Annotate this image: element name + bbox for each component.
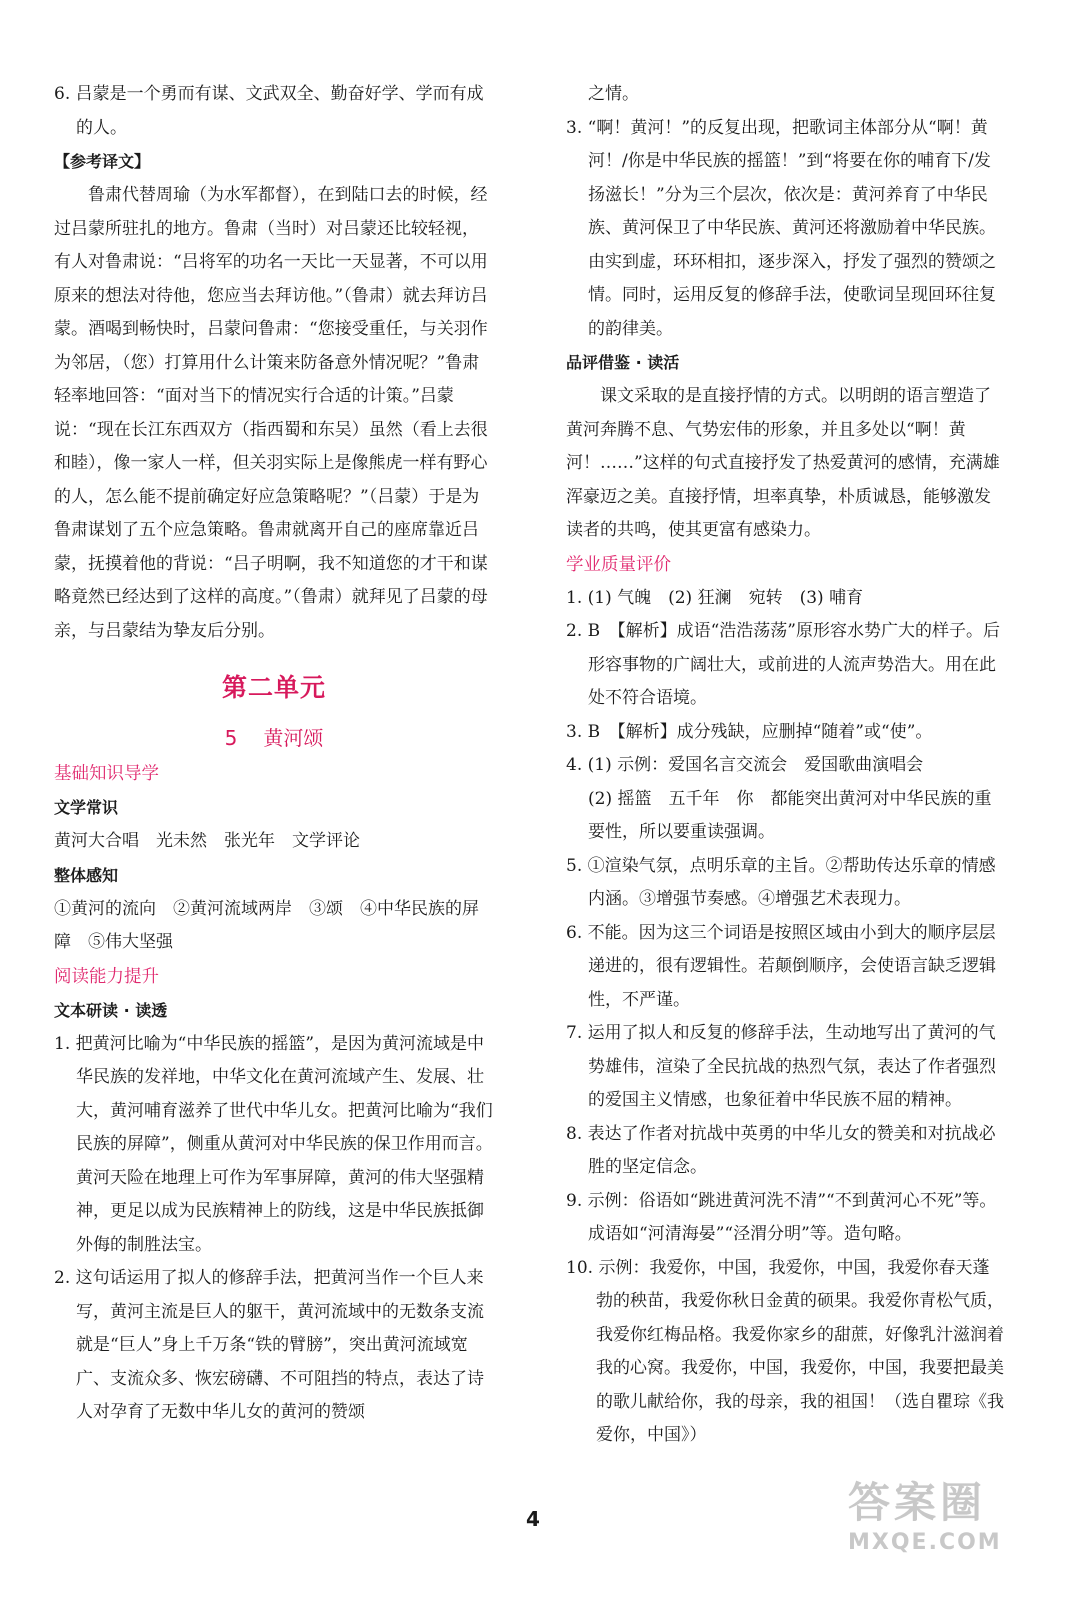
appraise-text: 课文采取的是直接抒情的方式。以明朗的语言塑造了黄河奔腾不息、气势宏伟的形象，并且多处以“啊！黄河！……”这样的句式直接抒发了热爱黄河的感情，充满雄浑豪迈之美。直接抒情，坦率真挚，朴质诚恳，能够激发读者的共鸣，使其更富有感染力。 [566,386,1000,540]
subsection-appraise: 品评借鉴 · 读活 [566,353,680,372]
quality-answer-3: 3. B 【解析】成分残缺，应删掉“随着”或“使”。 [566,721,933,742]
reference-translation-text: 鲁肃代替周瑜（为水军都督），在到陆口去的时候，经过吕蒙所驻扎的地方。鲁肃（当时）对吕蒙还比较轻视，有人对鲁肃说：“吕将军的功名一天比一天显著，不可以用原来的想法对待他，您应当去拜访他。”（鲁肃）就去拜访吕蒙。酒喝到畅快时，吕蒙问鲁肃：“您接受重任，与关羽作为邻居，（您）打算用什么计策来防备意外情况呢？”鲁肃轻率地回答：“面对当下的情况实行合适的计策。”吕蒙说：“现在长江东西双方（指西蜀和东吴）虽然（看上去很和睦），像一家人一样，但关羽实际上是像熊虎一样有野心的人，怎么能不提前确定好应急策略呢？”（吕蒙）于是为鲁肃谋划了五个应急策略。鲁肃就离开自己的座席靠近吕蒙，抚摸着他的背说：“吕子明啊，我不知道您的才干和谋略竟然已经达到了这样的高度。”（鲁肃）就拜见了吕蒙的母亲，与吕蒙结为挚友后分别。 [54,185,488,641]
lesson-number: 5 [224,726,238,750]
subsection-overall-perception: 整体感知 [54,865,119,885]
continued-text: 之情。 [588,84,639,104]
quality-answer-1: 1. (1) 气魄 (2) 狂澜 宛转 (3) 哺育 [566,587,864,608]
quality-answer-5: 5. ①渲染气氛，点明乐章的主旨。②帮助传达乐章的情感内涵。③增强节奏感。④增强艺术表现力。 [566,855,996,909]
lesson-title [54,722,494,751]
section-academic-quality: 学业质量评价 [566,554,671,575]
quality-answer-2: 2. B 【解析】成语“浩浩荡荡”原形容水势广大的样子。后形容事物的广阔壮大，或前进的人流声势浩大。用在此处不符合语境。 [566,621,1000,708]
section-reading-ability: 阅读能力提升 [54,966,159,987]
overall-perception-text: ①黄河的流向 ②黄河流域两岸 ③颂 ④中华民族的屏障 ⑤伟大坚强 [54,898,479,952]
study-answer-1: 1. 把黄河比喻为“中华民族的摇篮”，是因为黄河流域是中华民族的发祥地，中华文化在黄河流域产生、发展、壮大，黄河哺育滋养了世代中华儿女。把黄河比喻为“我们民族的屏障”，侧重从黄河对中华民族的保卫作用而言。黄河天险在地理上可作为军事屏障，黄河的伟大坚强精神，更足以成为民族精神上的防线，这是中华民族抵御外侮的制胜法宝。 [54,1033,493,1255]
study-answer-2: 2. 这句话运用了拟人的修辞手法，把黄河当作一个巨人来写，黄河主流是巨人的躯干，黄河流域中的无数条支流就是“巨人”身上千万条“铁的臂膀”，突出黄河流域宽广、支流众多、恢宏磅礴、不可阻挡的特点，表达了诗人对孕育了无数中华儿女的黄河的赞颂 [54,1268,484,1422]
lesson-name: 黄河颂 [263,726,324,750]
quality-answer-7: 7. 运用了拟人和反复的修辞手法，生动地写出了黄河的气势雄伟，渲染了全民抗战的热烈气氛，表达了作者强烈的爱国主义情感，也象征着中华民族不屈的精神。 [566,1023,996,1110]
quality-answer-8: 8. 表达了作者对抗战中英勇的中华儿女的赞美和对抗战必胜的坚定信念。 [566,1123,996,1177]
quality-answer-4-part-1: 4. (1) 示例：爱国名言交流会 爱国歌曲演唱会 [566,755,924,775]
quality-answer-9: 9. 示例：俗语如“跳进黄河洗不清”“不到黄河心不死”等。成语如“河清海晏”“泾渭分明”等。造句略。 [566,1190,997,1244]
left-column [54,78,494,1430]
literary-knowledge-text: 黄河大合唱 光未然 张光年 文学评论 [54,831,360,851]
page-number: 4 [526,1507,540,1531]
unit-title: 第二单元 [221,673,326,702]
quality-answer-4-part-2: (2) 摇篮 五千年 你 都能突出黄河对中华民族的重要性，所以要重读强调。 [588,788,992,842]
reference-translation-heading: 【参考译文】 [54,152,151,171]
quality-answer-10: 10. 示例：我爱你，中国，我爱你，中国，我爱你春天蓬勃的秧苗，我爱你秋日金黄的硕果。我爱你青松气质，我爱你红梅品格。我爱你家乡的甜蔗，好像乳汁滋润着我的心窝。我爱你，中国，我爱你，中国，我要把最美的歌儿献给你，我的母亲，我的祖国！（选自瞿琮《我爱你，中国》） [566,1257,1004,1445]
subsection-literary-knowledge: 文学常识 [54,798,119,817]
watermark-text: 答案圈 [848,1478,987,1527]
right-column [566,78,1006,1453]
watermark-logo [848,1470,1038,1580]
study-answer-3: 3. “啊！黄河！”的反复出现，把歌词主体部分从“啊！黄河！/你是中华民族的摇篮！”到“将要在你的哺育下/发扬滋长！”分为三个层次，依次是：黄河养育了中华民族、黄河保卫了中华民族、黄河还将激励着中华民族。由实到虚，环环相扣，逐步深入，抒发了强烈的赞颂之情。同时，运用反复的修辞手法，使歌词呈现回环往复的韵律美。 [566,117,996,339]
section-basic-knowledge: 基础知识导学 [54,764,159,784]
quality-answer-6: 6. 不能。因为这三个词语是按照区域由小到大的顺序层层递进的，很有逻辑性。若颠倒顺序，会使语言缺乏逻辑性，不严谨。 [566,922,996,1010]
subsection-text-study: 文本研读 · 读透 [54,1000,168,1020]
watermark-url: MXQE.COM [848,1530,1002,1555]
answer-item-6: 6. 吕蒙是一个勇而有谋、文武双全、勤奋好学、学而有成的人。 [54,84,484,138]
